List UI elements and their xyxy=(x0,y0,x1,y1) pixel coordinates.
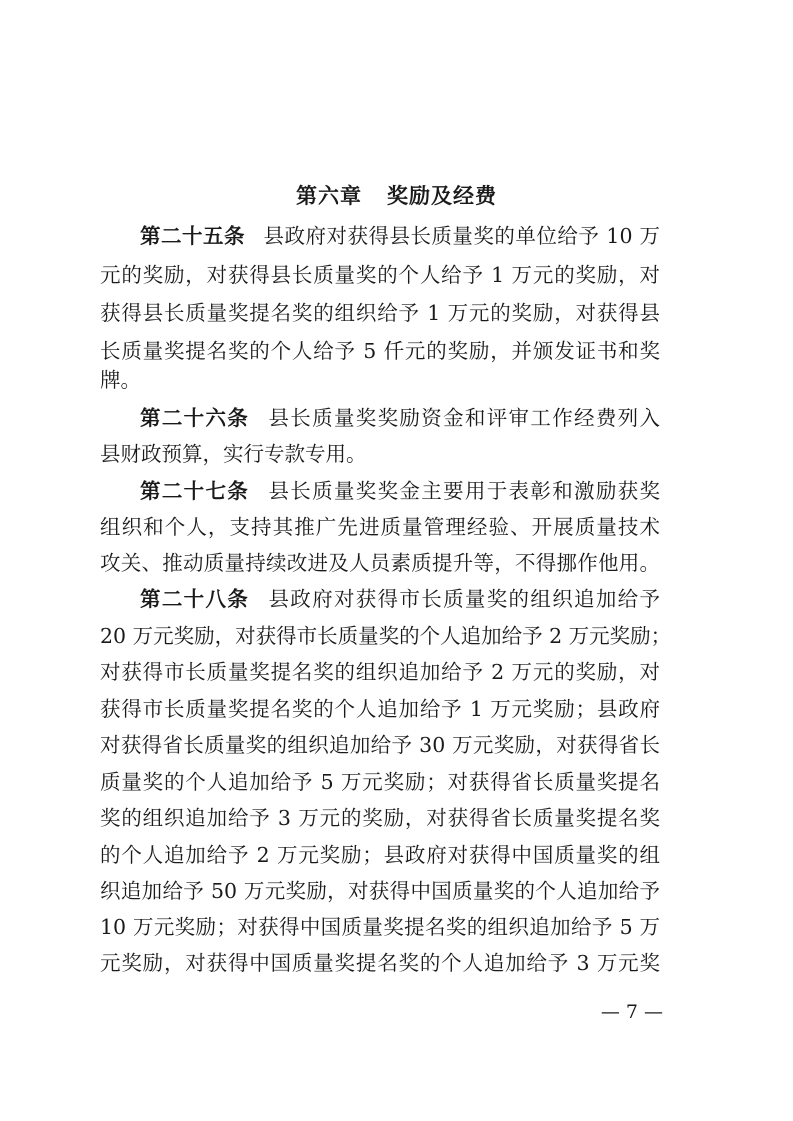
article-26-heading: 第二十六条 xyxy=(140,406,250,430)
article-25-line-2: 元的奖励，对获得县长质量奖的个人给予 1 万元的奖励，对 xyxy=(100,263,660,287)
article-28-line-4: 获得市长质量奖提名奖的个人追加给予 1 万元奖励；县政府 xyxy=(100,697,660,721)
page-number: — 7 — xyxy=(600,1001,663,1023)
article-28-line-5: 对获得省长质量奖的组织追加给予 30 万元奖励，对获得省长 xyxy=(100,733,660,757)
article-28-line-8: 的个人追加给予 2 万元奖励；县政府对获得中国质量奖的组 xyxy=(100,843,660,867)
article-26-line-1 xyxy=(140,403,660,433)
article-28-line-11: 元奖励，对获得中国质量奖提名奖的个人追加给予 3 万元奖 xyxy=(100,951,660,975)
chapter-title: 第六章 奖励及经费 xyxy=(296,184,497,208)
article-28-line-1 xyxy=(140,584,660,614)
article-27-line-3: 攻关、推动质量持续改进及人员素质提升等，不得挪作他用。 xyxy=(100,551,660,575)
article-25-line-5: 牌。 xyxy=(100,368,141,392)
article-25-line-3: 获得县长质量奖提名奖的组织给予 1 万元的奖励，对获得县 xyxy=(100,301,660,325)
article-27-line-2: 组织和个人，支持其推广先进质量管理经验、开展质量技术 xyxy=(100,515,660,539)
article-27-line-1 xyxy=(140,476,660,506)
article-28-line-9: 织追加给予 50 万元奖励，对获得中国质量奖的个人追加给予 xyxy=(100,879,660,903)
article-27-text-1: 县长质量奖奖金主要用于表彰和激励获奖 xyxy=(267,479,661,503)
article-28-line-10: 10 万元奖励；对获得中国质量奖提名奖的组织追加给予 5 万 xyxy=(100,915,660,939)
article-28-line-3: 对获得市长质量奖提名奖的组织追加给予 2 万元的奖励，对 xyxy=(100,660,660,684)
article-25-text-1: 县政府对获得县长质量奖的单位给予 10 万 xyxy=(262,224,661,248)
article-28-heading: 第二十八条 xyxy=(140,587,250,611)
article-28-text-1: 县政府对获得市长质量奖的组织追加给予 xyxy=(267,587,661,611)
article-26-text-1: 县长质量奖奖励资金和评审工作经费列入 xyxy=(267,406,661,430)
article-28-line-7: 奖的组织追加给予 3 万元的奖励，对获得省长质量奖提名奖 xyxy=(100,806,660,830)
article-25-line-1 xyxy=(140,221,660,251)
article-26-line-2: 县财政预算，实行专款专用。 xyxy=(100,442,367,466)
article-28-line-2: 20 万元奖励，对获得市长质量奖的个人追加给予 2 万元奖励； xyxy=(100,624,672,648)
article-25-heading: 第二十五条 xyxy=(140,224,245,248)
article-25-line-4: 长质量奖提名奖的个人给予 5 仟元的奖励，并颁发证书和奖 xyxy=(100,339,660,363)
article-27-heading: 第二十七条 xyxy=(140,479,250,503)
article-28-line-6: 质量奖的个人追加给予 5 万元奖励；对获得省长质量奖提名 xyxy=(100,770,660,794)
